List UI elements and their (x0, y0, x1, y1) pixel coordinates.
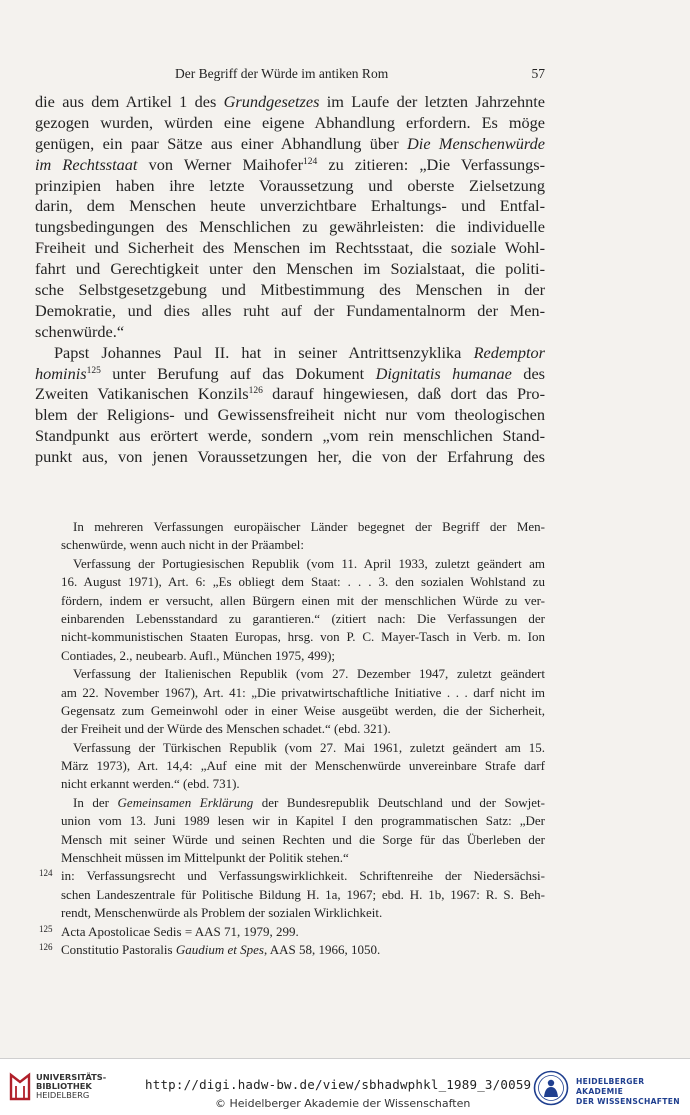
text-run: genügen, ein paar Sätze aus einer Abhandlung über (35, 133, 408, 153)
text-line: tungsbedingungen des Menschlichen zu gewährleisten: die individuelle (35, 217, 545, 237)
text-run: Acta Apostolicae Sedis = AAS 71, 1979, 299. (61, 923, 299, 939)
note-line: union vom 13. Juni 1989 lesen wir in Kapitel I den programmatischen Satz: „Der (61, 813, 545, 829)
running-title: Der Begriff der Würde im antiken Rom (175, 66, 389, 81)
text-line: darin, dem Menschen heute unverzichtbare Erhaltungs- und Entfal- (35, 196, 545, 216)
text-line: fahrt und Gerechtigkeit unter den Menschen im Sozialstaat, die politi- (35, 259, 545, 279)
note-line: einbarenden Lebensstandard zu garantieren.“ (zitiert nach: Die Verfassungen der (61, 610, 545, 626)
text-line: punkt aus, von jenen Voraussetzungen her, die von der Erfahrung des (35, 447, 545, 467)
text-run: In der (73, 794, 118, 810)
footnote-number: 124 (39, 868, 53, 879)
page-header (35, 66, 545, 84)
note-line: Verfassung der Italienischen Republik (vom 27. Dezember 1947, zuletzt geändert (73, 666, 545, 682)
note-line: Gegensatz zum Gemeinwohl oder in einer Weise ausgeübt werden, die der Sicherheit, (61, 702, 545, 718)
text-run: unter Berufung auf das Dokument (100, 363, 376, 383)
note-line: Menschheit müssen im Mittelpunkt der Politik stehen.“ (61, 850, 349, 866)
footnote-number: 126 (39, 941, 53, 952)
note-line: Contiades, 2., neubearb. Aufl., München 1975, 499); (61, 647, 336, 663)
note-line: In mehreren Verfassungen europäischer Länder begegnet der Begriff der Men- (73, 519, 545, 534)
text-run: im Laufe der letzten Jahrzehnte (319, 92, 545, 111)
note-line: fördern, indem er versucht, allen Bürgern einen mit der menschlichen Würde zu ver- (61, 592, 545, 608)
academy-seal-icon[interactable] (533, 1070, 569, 1106)
text-italic: Redemptor (473, 342, 545, 362)
text-line: prinzipien haben ihre letzte Voraussetzung und oberste Zielsetzung (35, 175, 545, 195)
text-run: Constitutio Pastoralis (61, 941, 176, 957)
text-italic: Die Menschenwürde (407, 133, 545, 153)
text-run: darauf hingewiesen, daß dort das Pro- (262, 384, 545, 404)
logo-text: DER WISSENSCHAFTEN (576, 1097, 680, 1106)
text-line: schenwürde.“ (35, 321, 125, 341)
note-line (35, 794, 545, 812)
note-line: Verfassung der Türkischen Republik (vom 27. Mai 1961, zuletzt geändert am 15. (73, 739, 545, 755)
logo-text: BIBLIOTHEK (36, 1081, 92, 1092)
footnote-124 (35, 867, 545, 885)
university-library-logo-icon[interactable] (8, 1072, 32, 1102)
footnote-126 (35, 941, 545, 959)
footnote-ref: 125 (86, 365, 101, 376)
note-line: 16. August 1971), Art. 6: „Es obliegt dem Staat: . . . 3. den sozialen Wohlstand zu (61, 574, 545, 590)
text-run: die aus dem Artikel 1 des (35, 92, 224, 111)
footnote-ref: 124 (303, 156, 318, 167)
text-line: Standpunkt aus erörtert werde, sondern „vom rein menschlichen Stand- (35, 426, 545, 446)
page-number: 57 (531, 66, 545, 81)
note-line: rendt, Menschenwürde als Problem der sozialen Wirklichkeit. (61, 905, 383, 921)
copyright-notice: © Heidelberger Akademie der Wissenschaften (215, 1097, 471, 1110)
logo-text: HEIDELBERG (36, 1090, 90, 1101)
note-line: Mensch mit seiner Würde und seinen Rechten und die Sorge für das Überleben der (61, 831, 545, 847)
logo-text: UNIVERSITÄTS- (36, 1072, 107, 1082)
footnote-number: 125 (39, 923, 53, 934)
text-run: von Werner Maihofer (137, 154, 304, 174)
university-library-name[interactable] (36, 1073, 106, 1101)
note-line: schenwürde, wenn auch nicht in der Präambel: (61, 537, 304, 553)
text-line: sche Selbstgesetzgebung und Mitbestimmung des Menschen in der (35, 280, 545, 300)
note-line: nicht erkannt werden.“ (ebd. 731). (61, 776, 240, 792)
text-run: der Bundesrepublik Deutschland und der Sowjet- (253, 794, 545, 810)
text-line (35, 134, 545, 155)
text-run: in: Verfassungsrecht und Verfassungswirklichkeit. Schriftenreihe der Niedersächsi- (61, 868, 545, 884)
text-run: zu zitieren: „Die Verfassungs- (317, 154, 545, 174)
text-italic: Gaudium et Spes (175, 941, 264, 957)
note-line: Verfassung der Portugiesischen Republik (vom 11. April 1933, zuletzt geändert am (73, 555, 545, 571)
footnote-ref: 126 (248, 386, 263, 397)
footnote-125 (35, 923, 545, 941)
text-run: Zweiten Vatikanischen Konzils (35, 384, 249, 404)
text-line (35, 92, 545, 113)
text-line: gezogen wurden, würden eine eigene Abhandlung erfordern. Es möge (35, 112, 545, 132)
text-italic: Grundgesetzes (223, 92, 320, 111)
main-text (35, 92, 545, 468)
text-line (35, 384, 545, 405)
note-line: schen Landeszentrale für Politische Bildung H. 1a, 1967; ebd. H. 1b, 1967: R. S. Beh- (61, 886, 545, 902)
note-line: März 1973), Art. 14,4: „Auf eine mit der Menschenwürde unvereinbare Strafe darf (61, 758, 545, 774)
text-line (35, 364, 545, 385)
text-run: , AAS 58, 1966, 1050. (263, 941, 381, 957)
text-line (35, 155, 545, 176)
text-run: des (511, 363, 545, 383)
text-italic: im Rechtsstaat (35, 154, 138, 174)
text-run: Papst Johannes Paul II. hat in seiner Antrittsenzyklika (54, 342, 474, 362)
text-italic: hominis (35, 363, 87, 383)
logo-text: HEIDELBERGER AKADEMIE (576, 1077, 645, 1096)
viewer-footer (0, 1058, 690, 1115)
text-italic: Dignitatis humanae (375, 363, 512, 383)
permalink-url[interactable]: http://digi.hadw-bw.de/view/sbhadwphkl_1989_3/0059 (145, 1077, 532, 1092)
academy-name[interactable] (576, 1077, 690, 1107)
note-line: am 22. November 1967), Art. 41: „Die privatwirtschaftliche Initiative . . . darf nicht im (61, 684, 545, 700)
text-line: Freiheit und Sicherheit des Menschen im Rechtsstaat, die soziale Wohl- (35, 238, 545, 258)
text-italic: Gemeinsamen Erklärung (117, 794, 254, 810)
note-line: nicht-kommunistischen Staaten Europas, hrsg. von P. C. Mayer-Tasch in Verb. m. Ion (61, 629, 545, 645)
text-line (35, 343, 545, 364)
text-line: Demokratie, und dies alles ruht auf der Fundamentalnorm der Men- (35, 300, 545, 320)
footnotes (35, 518, 545, 959)
note-line: der Freiheit und der Würde des Menschen schadet.“ (ebd. 321). (61, 721, 391, 737)
text-line: blem der Religions- und Gewissensfreiheit nicht nur vom theologischen (35, 405, 545, 425)
